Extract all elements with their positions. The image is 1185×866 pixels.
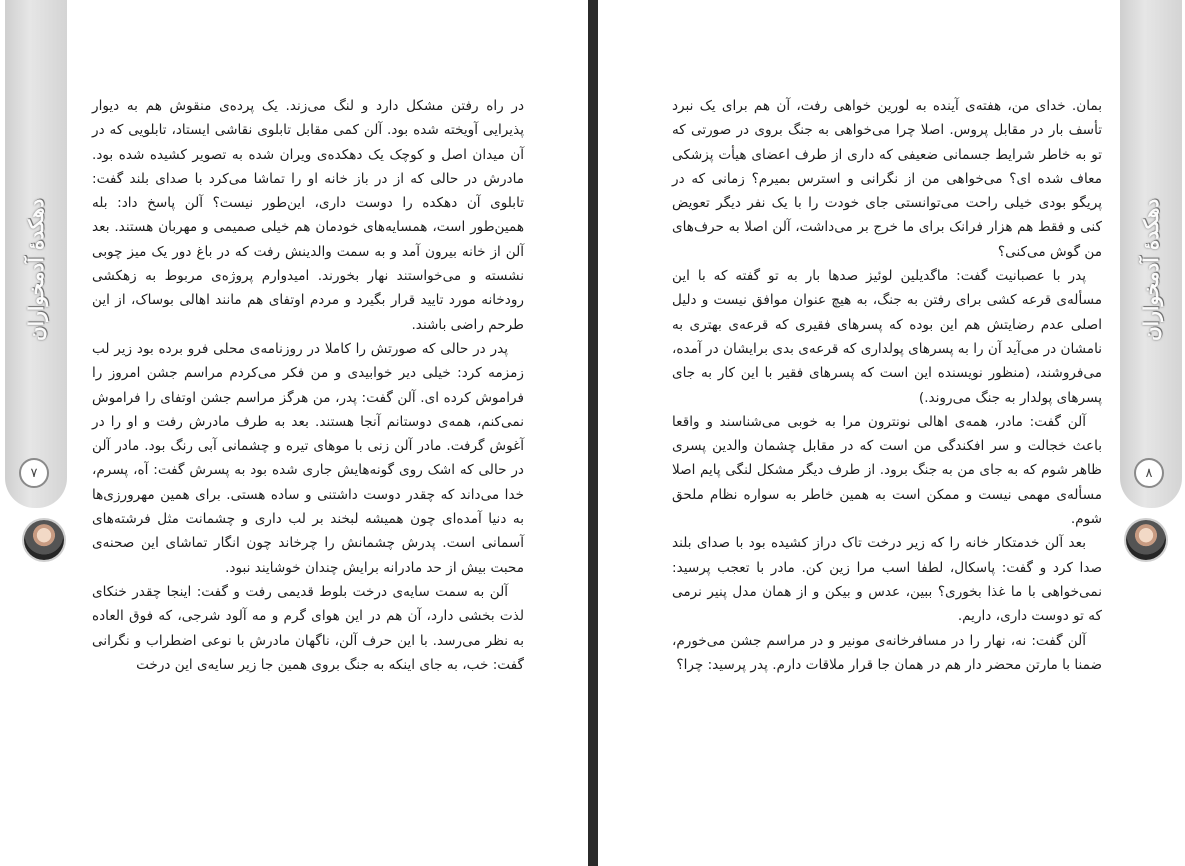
paragraph: پدر با عصبانیت گفت: ماگدیلین لوئیز صدها بار به تو گفته که با این مسأله‌ی قرعه کشی برای رفتن به جنگ، به هیچ عنوان موافق نیست و دلیل اصلی عدم رضایتش هم این بوده که پسرهای فقیری که قرعه‌ی بهتری به نامشان در می‌آید آن را به پسرهای پولداری که قرعه‌ی بدی برایشان در آمده، می‌فروشند، (منظور نویسنده این است که پسرهای فقیر با این کار به جای پسرهای پولدار به جنگ می‌روند.) bbox=[672, 268, 1102, 406]
paragraph: آلن به سمت سایه‌ی درخت بلوط قدیمی رفت و گفت: اینجا چقدر خنکای لذت بخشی دارد، آن هم در این هوای گرم و مه آلود شرجی، که فوق العاده به نظر می‌رسد. با این حرف آلن، ناگهان مادرش با نوعی اضطراب و نگرانی گفت: خب، به جای اینکه به جنگ بروی همین جا زیر سایه‌ی این درخت bbox=[92, 583, 524, 673]
side-tab bbox=[5, 0, 67, 508]
paragraph: در راه رفتن مشکل دارد و لنگ می‌زند. یک پرده‌ی منقوش هم به دیوار پذیرایی آویخته شده بود. آلن کمی مقابل تابلوی نقاشی ایستاد، تابلویی که در آن میدان اصل و کوچک یک دهکده‌ی ویران شده به تصویر کشیده شده بود. مادرش در حالی که از در باز خانه او را تماشا می‌کرد با صدای بلند گفت: تابلوی آن دهکده را دوست داری، این‌طور نیست؟ آلن پاسخ داد: بله همین‌طور است، همسایه‌های خودمان هم خیلی صمیمی و مهربان هستند. بعد آلن از خانه بیرون آمد و به سمت والدینش رفت که در باغ دور یک میز چوبی نشسته و می‌خواستند نهار بخورند. امیدوارم پروژه‌ی مربوط به زهکشی رودخانه مورد تایید قرار بگیرد و مردم اوتفای هم مانند اهالی بوساک، از این طرحم راضی باشند. bbox=[92, 98, 524, 333]
paragraph: آلن گفت: مادر، همه‌ی اهالی نونترون مرا به خوبی می‌شناسند و واقعا باعث خجالت و سر افکندگی من است که در مقابل چشمان والدین پسری ظاهر شوم که به جای من به جنگ برود. از طرف دیگر مشکل لنگی پایم اصلا مسأله‌ی مهمی نیست و ممکن است به همین خاطر به سواره نظام ملحق شوم. bbox=[672, 413, 1102, 528]
author-avatar bbox=[1126, 520, 1166, 560]
paragraph: آلن گفت: نه، نهار را در مسافرخانه‌ی مونیر و در مراسم جشن می‌خورم، ضمنا با مارتن محضر دار هم در همان جا قرار ملاقات دارم. پدر پرسید: چرا؟ bbox=[672, 632, 1102, 673]
book-title: دهکدهٔ آدمخواران bbox=[1139, 198, 1163, 342]
left-page bbox=[0, 0, 588, 866]
author-avatar bbox=[24, 520, 64, 560]
book-title: دهکدهٔ آدمخواران bbox=[24, 198, 48, 342]
right-page bbox=[598, 0, 1185, 866]
paragraph: بمان. خدای من، هفته‌ی آینده به لورین خواهی رفت، آن هم برای یک نبرد تأسف بار در مقابل پروس. اصلا چرا می‌خواهی به جنگ بروی در صورتی که تو به خاطر شرایط جسمانی ضعیفی که داری از طرف اعضای هیأت پزشکی معاف شده ای؟ می‌خواهی من از نگرانی و استرس بمیرم؟ زمانی که در پریگو بودی خیلی راحت می‌توانستی جای خودت را با یک نفر دیگر تعویض کنی و فقط هم هزار فرانک برای ما خرج بر می‌داشت، آلن اصلا به حرف‌های من گوش می‌کنی؟ bbox=[672, 98, 1102, 260]
book-gutter bbox=[588, 0, 598, 866]
page-number: ۸ bbox=[1134, 458, 1164, 488]
paragraph: بعد آلن خدمتکار خانه را که زیر درخت تاک دراز کشیده بود با صدای بلند صدا کرد و گفت: پاسکال، لطفا اسب مرا زین کن. مادر با تعجب پرسید: نمی‌خواهی با ما غذا بخوری؟ ببین، عدس و بیکن و از همان مدل پنیر نرمی که تو دوست داری، داریم. bbox=[672, 535, 1102, 625]
side-tab bbox=[1120, 0, 1182, 508]
paragraph: پدر در حالی که صورتش را کاملا در روزنامه‌ی محلی فرو برده بود زیر لب زمزمه کرد: خیلی دیر خوابیدی و من فکر می‌کردم مراسم جشن امروز را فراموش کرده ای. آلن گفت: پدر، من هرگز مراسم جشن اوتفای را فراموش نمی‌کنم، همه‌ی دوستانم آنجا هستند. بعد به طرف مادرش رفت و او را در آغوش گرفت. مادر آلن زنی با موهای تیره و چشمانی آبی رنگ بود. مادر آلن در حالی که اشک روی گونه‌هایش جاری شده بود به پسرش گفت: آه، پسرم، خدا می‌داند که چقدر دوست داشتنی و ساده هستی. برای همین مهرورزی‌ها به دنیا آمده‌ای چون همیشه لبخند بر لب داری و چشمانت مثل فرشته‌های آسمانی است. پدرش چشمانش را چرخاند چون انگار تماشای این صحنه‌ی محبت بیش از حد مادرانه برایش چندان خوشایند نبود. bbox=[92, 340, 524, 576]
page-text bbox=[672, 94, 1102, 677]
page-text bbox=[92, 94, 524, 677]
page-number: ۷ bbox=[19, 458, 49, 488]
